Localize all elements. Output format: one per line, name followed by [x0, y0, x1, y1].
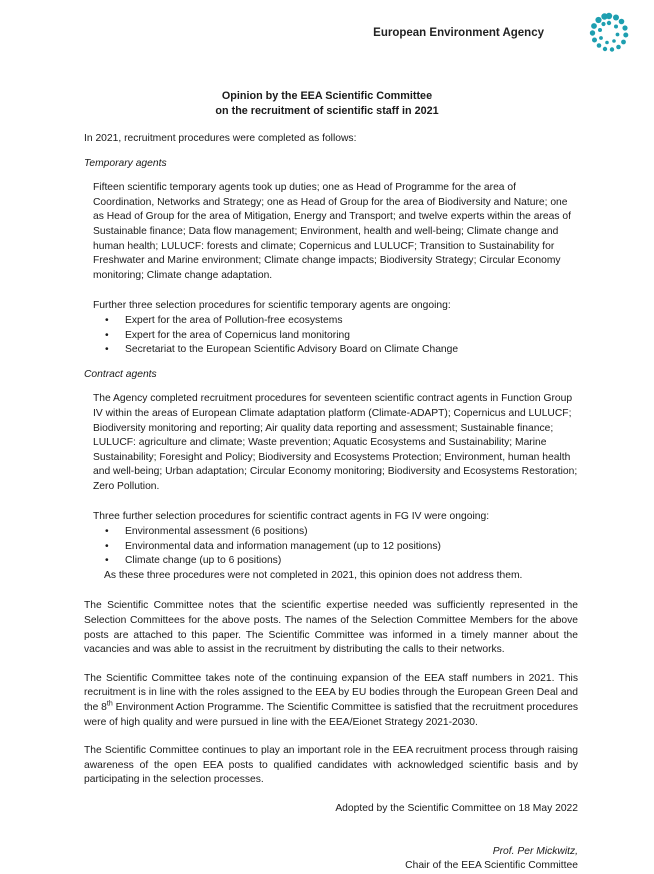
list-item: • Expert for the area of Copernicus land monitoring — [93, 329, 578, 344]
title-line-2: on the recruitment of scientific staff in 2021 — [215, 104, 439, 117]
role-paragraph: The Scientific Committee continues to play an important role in the EEA recruitment process through raising awareness of the open EEA posts to qualified candidates with acknowledged scientific basis and by participating in the selection processes. — [84, 745, 578, 786]
page-header — [174, 8, 574, 58]
contract-agents-heading: Contract agents — [84, 368, 157, 380]
list-item: • Climate change (up to 6 positions) — [93, 554, 578, 569]
expansion-paragraph — [84, 672, 578, 730]
ordinal-suffix: th — [106, 700, 113, 708]
document-title — [0, 89, 654, 118]
expansion-text-start: The Scientific Committee takes note of the continuing expansion of the EEA staff numbers in 2021. This recruitment is in line with the roles assigned to the EEA by EU bodies through the European Green Deal and the 8 — [84, 672, 578, 713]
title-line-1: Opinion by the EEA Scientific Committee — [221, 90, 433, 102]
temporary-agents-paragraph: Fifteen scientific temporary agents took up duties; one as Head of Programme for the area of Coordination, Networks and Strategy; one as Head of Group for the area of Biodiversity and Nature; one as Head of Group for the area of Mitigation, Energy and Transport; and twelve experts within the areas of Sustainable finance; Data flow management; Environment, health and well-being; Climate change and human health; LULUCF: forests and climate; Copernicus and LULUCF; Transition to Sustainability for Freshwater and Marine environment; Climate change impacts; Biodiversity Strategy; Circular Economy monitoring; Climate change adaptation. — [93, 182, 571, 281]
temporary-ongoing-intro: Further three selection procedures for scientific temporary agents are ongoing: — [93, 300, 451, 312]
list-item: • Environmental assessment (6 positions) — [93, 525, 578, 540]
organization-name: European Environment Agency — [373, 27, 544, 39]
temporary-ongoing-list — [84, 314, 578, 358]
intro-text: In 2021, recruitment procedures were completed as follows: — [84, 133, 357, 144]
contract-ongoing-intro: Three further selection procedures for scientific contract agents in FG IV were ongoing: — [93, 511, 490, 523]
temporary-agents-heading: Temporary agents — [84, 157, 167, 169]
signatory-name: Prof. Per Mickwitz, — [492, 845, 578, 857]
document-body — [84, 132, 578, 874]
contract-agents-paragraph: The Agency completed recruitment procedures for seventeen scientific contract agents in Function Group IV within the areas of European Climate adaptation platform (Climate-ADAPT); Copernicus and LULUCF; Biodiversity monitoring and reporting; Air quality data reporting and assessment; Sustainable finance; LULUCF: agriculture and climate; Waste prevention; Aquatic Ecosystems and Sustainability; Marine Sustainability; Foresight and Policy; Biodiversity and Ecosystems Protection; Environment, human health and well-being; Urban adaptation; Circular Economy monitoring; Biodiversity and Ecosystems Restoration; Zero Pollution. — [93, 393, 578, 492]
adoption-date: Adopted by the Scientific Committee on 18 May 2022 — [335, 802, 578, 814]
contract-ongoing-list — [84, 525, 578, 569]
list-item: • Expert for the area of Pollution-free ecosystems — [93, 314, 578, 329]
list-item: • Secretariat to the European Scientific Advisory Board on Climate Change — [93, 343, 578, 358]
eea-logo-icon — [586, 10, 632, 56]
contract-note: As these three procedures were not completed in 2021, this opinion does not address them. — [104, 569, 523, 581]
list-item: • Environmental data and information management (up to 12 positions) — [93, 540, 578, 555]
expansion-text-end: Environment Action Programme. The Scientific Committee is satisfied that the recruitment procedures were of high quality and were pursued in line with the EEA/Eionet Strategy 2021-2030. — [84, 702, 578, 728]
expertise-paragraph: The Scientific Committee notes that the scientific expertise needed was sufficiently represented in the Selection Committees for the above posts. The names of the Selection Committee Members for the above posts are attached to this paper. The Scientific Committee was informed in a timely manner about the vacancies and was able to assist in the recruitment by distributing the calls to their networks. — [84, 600, 578, 656]
signatory-role: Chair of the EEA Scientific Committee — [405, 860, 578, 872]
